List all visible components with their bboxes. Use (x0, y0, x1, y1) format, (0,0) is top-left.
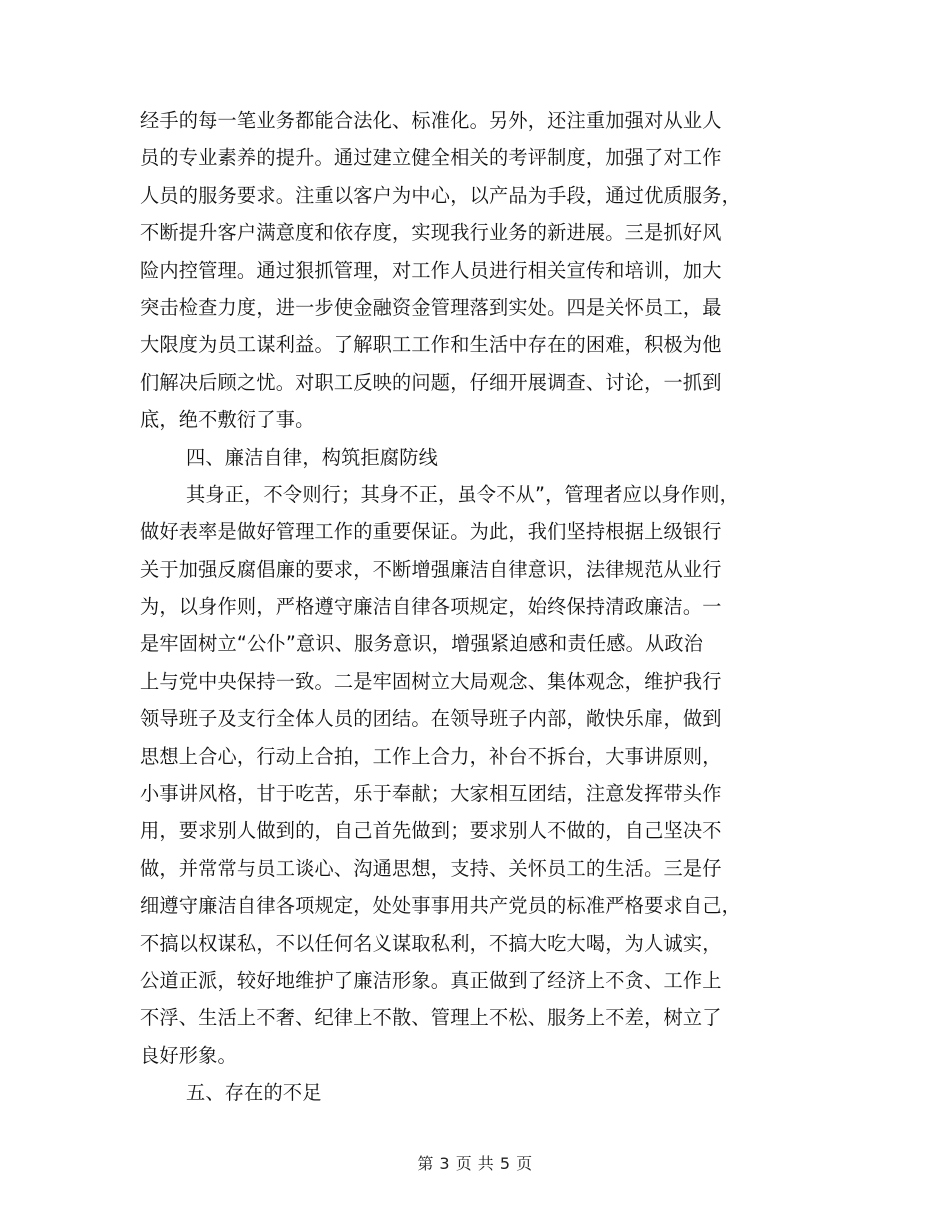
paragraph-line: 不搞以权谋私，不以任何名义谋取私利，不搞大吃大喝，为人诚实， (140, 931, 722, 955)
paragraph-line: 为，以身作则，严格遵守廉洁自律各项规定，始终保持清政廉洁。一 (140, 595, 722, 619)
page-number-footer: 第 3 页 共 5 页 (417, 1154, 533, 1173)
body-text (140, 102, 800, 1112)
paragraph-line: 思想上合心，行动上合拍，工作上合力，补台不拆台，大事讲原则， (140, 744, 722, 768)
paragraph-line: 不浮、生活上不奢、纪律上不散、管理上不松、服务上不差，树立了 (140, 1006, 722, 1030)
paragraph-line: 大限度为员工谋利益。了解职工工作和生活中存在的困难，积极为他 (140, 333, 722, 357)
paragraph-line: 用，要求别人做到的，自己首先做到；要求别人不做的，自己坚决不 (140, 819, 722, 843)
paragraph-line: 良好形象。 (140, 1043, 237, 1067)
paragraph-line: 底，绝不敷衍了事。 (140, 408, 315, 432)
paragraph-line: 做好表率是做好管理工作的重要保证。为此，我们坚持根据上级银行 (140, 520, 722, 544)
paragraph-line: 险内控管理。通过狠抓管理，对工作人员进行相关宣传和培训，加大 (140, 258, 722, 282)
paragraph-line: 其身正，不令则行；其身不正，虽令不从”，管理者应以身作则， (186, 482, 739, 506)
section-heading-5: 五、存在的不足 (186, 1081, 322, 1105)
paragraph-line: 们解决后顾之忧。对职工反映的问题，仔细开展调查、讨论，一抓到 (140, 370, 722, 394)
paragraph-line: 突击检查力度，进一步使金融资金管理落到实处。四是关怀员工，最 (140, 295, 722, 319)
paragraph-line: 上与党中央保持一致。二是牢固树立大局观念、集体观念，维护我行 (140, 669, 722, 693)
paragraph-line: 人员的服务要求。注重以客户为中心，以产品为手段，通过优质服务， (140, 183, 742, 207)
section-heading-4: 四、廉洁自律，构筑拒腐防线 (186, 445, 439, 469)
paragraph-line: 领导班子及支行全体人员的团结。在领导班子内部，敞快乐扉，做到 (140, 707, 722, 731)
paragraph-line: 经手的每一笔业务都能合法化、标准化。另外，还注重加强对从业人 (140, 109, 722, 132)
paragraph-line: 细遵守廉洁自律各项规定，处处事事用共产党员的标准严格要求自己， (140, 894, 742, 918)
paragraph-line: 小事讲风格，甘于吃苦，乐于奉献；大家相互团结，注意发挥带头作 (140, 782, 722, 806)
paragraph-line: 员的专业素养的提升。通过建立健全相关的考评制度，加强了对工作 (140, 146, 722, 170)
paragraph-line: 关于加强反腐倡廉的要求，不断增强廉洁自律意识，法律规范从业行 (140, 557, 722, 581)
paragraph-line: 不断提升客户满意度和依存度，实现我行业务的新进展。三是抓好风 (140, 221, 722, 245)
paragraph-line: 是牢固树立“公仆”意识、服务意识，增强紧迫感和责任感。从政治 (140, 632, 704, 656)
paragraph-line: 公道正派，较好地维护了廉洁形象。真正做到了经济上不贪、工作上 (140, 968, 722, 992)
paragraph-line: 做，并常常与员工谈心、沟通思想，支持、关怀员工的生活。三是仔 (140, 856, 722, 880)
